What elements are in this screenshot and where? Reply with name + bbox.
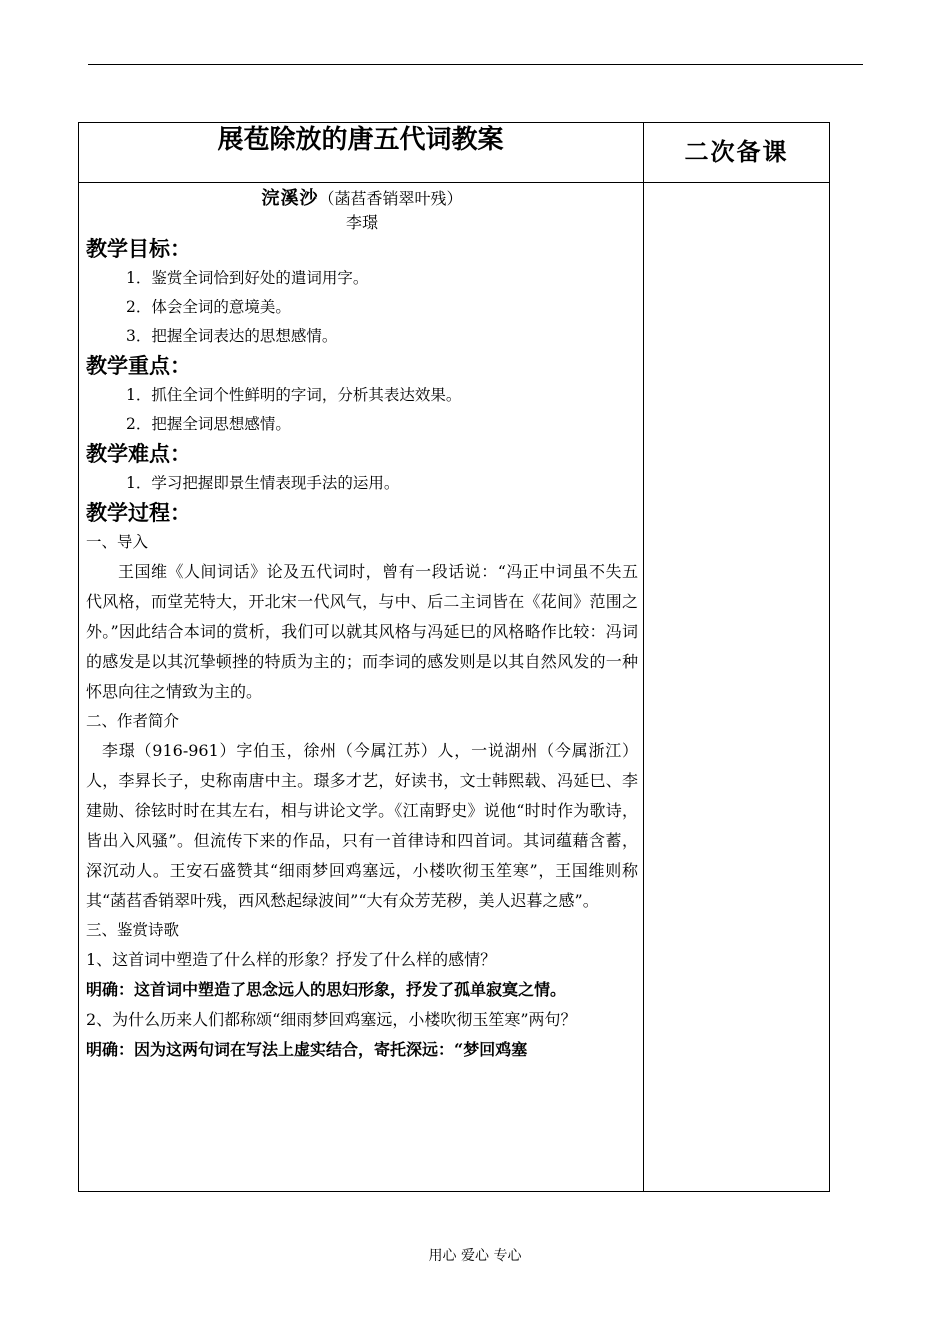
objectives-heading: 教学目标：	[86, 237, 191, 261]
process-heading: 教学过程：	[86, 501, 191, 525]
difficulties-heading: 教学难点：	[86, 442, 191, 466]
lesson-content	[86, 186, 638, 1065]
question-1: 1、这首词中塑造了什么样的形象？抒发了什么样的感情？	[86, 950, 497, 969]
intro-paragraph: 王国维《人间词话》论及五代词时，曾有一段话说：“冯正中词虽不失五代风格，而堂芜特大，开北宋一代风气，与中、后二主词皆在《花间》范围之外。”因此结合本词的赏析，我们可以就其风格与冯延巳的风格略作比较：冯词的感发是以其沉挚顿挫的特质为主的；而李词的感发则是以其自然风发的一种怀思向往之情致为主的。	[86, 562, 638, 701]
poem-author: 李璟	[345, 213, 378, 232]
objective-item: 3．把握全词表达的思想感情。	[126, 327, 338, 345]
answer-1: 明确：这首词中塑造了思念远人的思妇形象，抒发了孤单寂寞之情。	[86, 980, 567, 999]
header-rule	[88, 64, 863, 65]
author-heading: 二、作者简介	[86, 712, 180, 730]
key-points-heading: 教学重点：	[86, 354, 191, 378]
objective-item: 1．鉴赏全词恰到好处的遣词用字。	[126, 269, 369, 287]
objective-item: 2．体会全词的意境美。	[126, 298, 291, 316]
table-row-divider	[78, 182, 830, 183]
intro-heading: 一、导入	[86, 533, 149, 551]
key-point-item: 1．抓住全词个性鲜明的字词，分析其表达效果。	[126, 386, 462, 404]
difficulty-item: 1．学习把握即景生情表现手法的运用。	[126, 474, 400, 492]
author-paragraph: 李璟（916-961）字伯玉，徐州（今属江苏）人，一说湖州（今属浙江）人，李昪长子，史称南唐中主。璟多才艺，好读书，文士韩熙载、冯延巳、李建勋、徐铉时时在其左右，相与讲论文学。《江南野史》说他“时时作为歌诗，皆出入风骚”。但流传下来的作品，只有一首律诗和四首词。其词蕴藉含蓄，深沉动人。王安石盛赞其“细雨梦回鸡塞远，小楼吹彻玉笙寒”，王国维则称其“菡萏香销翠叶残，西风愁起绿波间”“大有众芳芜秽，美人迟暮之感”。	[86, 741, 638, 910]
question-2: 2、为什么历来人们都称颂“细雨梦回鸡塞远，小楼吹彻玉笙寒”两句？	[86, 1010, 577, 1029]
key-point-item: 2．把握全词思想感情。	[126, 415, 291, 433]
poem-title	[86, 186, 638, 212]
appreciation-heading: 三、鉴赏诗歌	[86, 921, 180, 939]
answer-2: 明确：因为这两句词在写法上虚实结合，寄托深远：“梦回鸡塞	[86, 1040, 528, 1059]
document-title: 展苞除放的唐五代词教案	[217, 125, 504, 155]
poem-name: 浣溪沙	[261, 188, 319, 209]
poem-subtitle: （菡萏香销翠叶残）	[318, 189, 463, 208]
table-column-divider	[643, 122, 644, 1192]
page-footer: 用心 爱心 专心	[428, 1248, 522, 1264]
secondary-prep-heading: 二次备课	[684, 138, 789, 166]
